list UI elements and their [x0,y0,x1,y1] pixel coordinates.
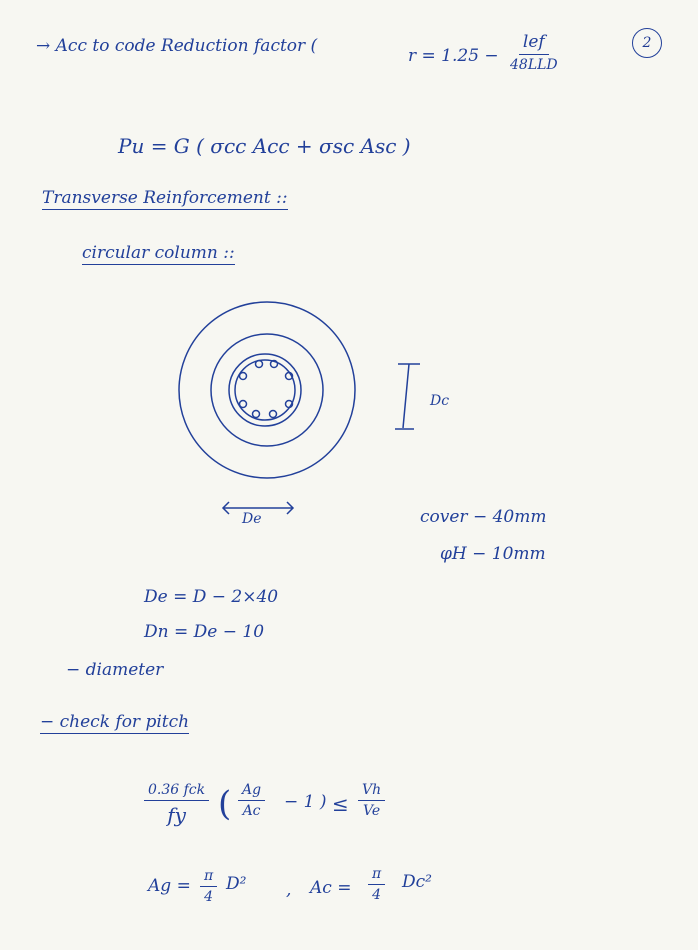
de-label: De [242,511,262,527]
page-number: 2 [642,35,652,51]
pitch-right-numerator: Vh [358,782,385,801]
tie-circle [229,354,301,426]
dn-equation: Dn = De − 10 [144,622,265,642]
ag-tail: D² [226,874,247,894]
inner-ring [235,360,295,420]
pitch-bracket-fraction [238,782,265,819]
pitch-le-sign: ≤ [332,792,349,816]
pitch-left-denominator: fy [167,803,186,827]
ag-denominator: 4 [204,889,214,905]
pitch-right-denominator: Ve [363,803,381,819]
dc-label: Dc [430,393,450,409]
pitch-bracket-numerator: Ag [238,782,265,801]
pitch-bracket-tail: − 1 ) [284,792,327,812]
longitudinal-bars [240,361,293,418]
circular-column-heading: circular column :: [82,243,235,263]
cover-note: cover − 40mm [420,507,547,527]
pitch-left-numerator: 0.36 fck [144,782,209,801]
reduction-factor-expr: r = 1.25 − [408,46,499,66]
fraction-denominator: 48LLD [510,57,558,73]
area-comma: , [286,880,292,900]
fraction-numerator: lef [519,32,549,55]
diameter-label: − diameter [66,660,164,680]
ac-fraction [368,866,385,903]
ac-tail: Dc² [402,872,432,892]
ac-prefix: Ac = [310,878,352,898]
outer-circle [179,302,355,478]
dc-dimension-line [403,364,409,428]
de-equation: De = D − 2×40 [144,587,279,607]
pitch-bracket-denominator: Ac [242,803,261,819]
ac-numerator: π [368,866,385,885]
ag-prefix: Ag = [148,876,191,896]
phi-note: φH − 10mm [440,544,546,564]
pitch-right-fraction [358,782,385,819]
ag-numerator: π [200,868,217,887]
transverse-reinforcement-heading: Transverse Reinforcement :: [42,188,288,208]
ac-denominator: 4 [372,887,382,903]
reduction-factor-line: → Acc to code Reduction factor ( [36,36,318,56]
ag-fraction [200,868,217,905]
core-circle [211,334,323,446]
pu-formula: Pu = G ( σcc Acc + σsc Asc ) [118,134,411,158]
check-pitch-heading: − check for pitch [40,712,190,732]
pitch-left-fraction [144,782,209,827]
pitch-open-paren: ( [218,784,232,824]
